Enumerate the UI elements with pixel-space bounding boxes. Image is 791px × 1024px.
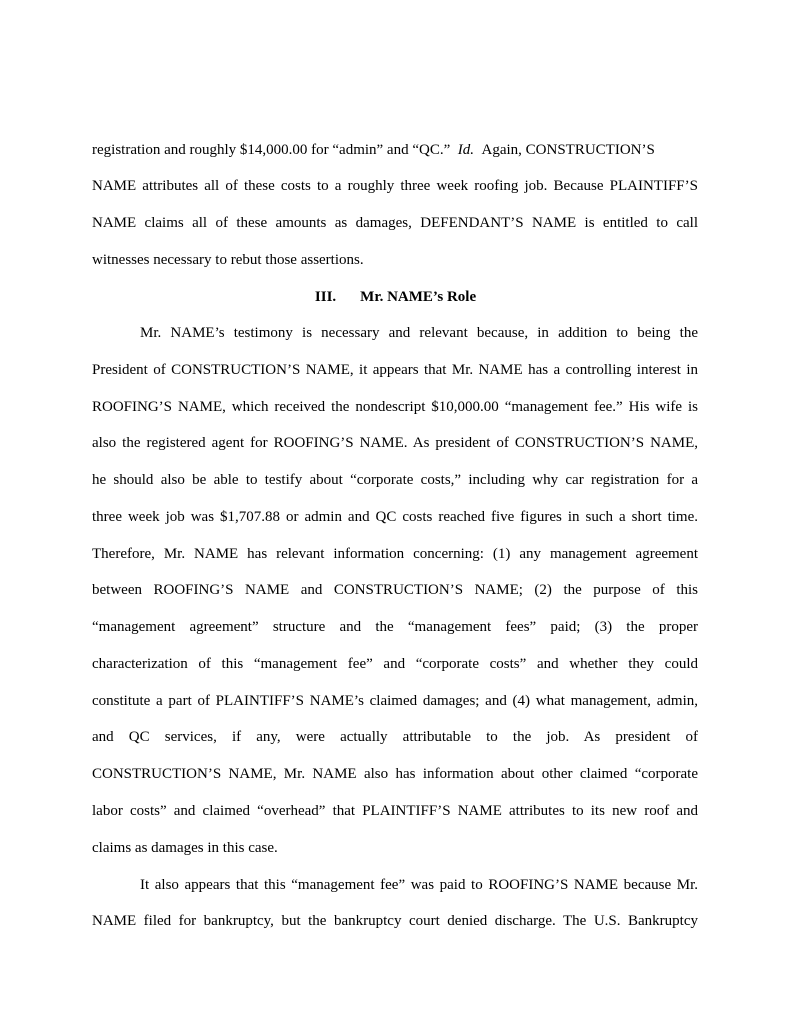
- section-number: III.: [314, 289, 337, 305]
- body-line: labor costs” and claimed “overhead” that PLAINTIFF’S NAME attributes to its new roof and: [92, 803, 698, 819]
- body-line: characterization of this “management fee” and “corporate costs” and whether they could: [92, 656, 698, 672]
- citation-id: Id.: [457, 142, 474, 158]
- body-line: ROOFING’S NAME, which received the nondescript $10,000.00 “management fee.” His wife is: [92, 399, 698, 415]
- body-line: he should also be able to testify about “corporate costs,” including why car registration for a: [92, 472, 698, 488]
- body-line: between ROOFING’S NAME and CONSTRUCTION’S NAME; (2) the purpose of this: [92, 582, 698, 598]
- body-line: [92, 141, 698, 159]
- body-line: constitute a part of PLAINTIFF’S NAME’s claimed damages; and (4) what management, admin,: [92, 693, 698, 709]
- section-heading: [0, 288, 791, 306]
- body-line: three week job was $1,707.88 or admin and QC costs reached five figures in such a short time.: [92, 509, 698, 525]
- section-title: Mr. NAME’s Role: [360, 289, 477, 305]
- body-line: It also appears that this “management fee” was paid to ROOFING’S NAME because Mr.: [140, 877, 698, 893]
- body-line: President of CONSTRUCTION’S NAME, it appears that Mr. NAME has a controlling interest in: [92, 362, 698, 378]
- body-text: Again, CONSTRUCTION’S: [481, 142, 655, 158]
- body-line: witnesses necessary to rebut those assertions.: [92, 252, 364, 268]
- body-line: NAME filed for bankruptcy, but the bankruptcy court denied discharge. The U.S. Bankruptcy: [92, 913, 698, 929]
- body-line: claims as damages in this case.: [92, 840, 278, 856]
- body-line: NAME attributes all of these costs to a roughly three week roofing job. Because PLAINTIFF’S: [92, 178, 698, 194]
- body-line: NAME claims all of these amounts as damages, DEFENDANT’S NAME is entitled to call: [92, 215, 698, 231]
- body-line: “management agreement” structure and the “management fees” paid; (3) the proper: [92, 619, 698, 635]
- body-text: registration and roughly $14,000.00 for “admin” and “QC.”: [92, 142, 451, 158]
- body-line: Mr. NAME’s testimony is necessary and relevant because, in addition to being the: [140, 325, 698, 341]
- body-line: also the registered agent for ROOFING’S NAME. As president of CONSTRUCTION’S NAME,: [92, 435, 698, 451]
- body-line: CONSTRUCTION’S NAME, Mr. NAME also has information about other claimed “corporate: [92, 766, 698, 782]
- body-line: and QC services, if any, were actually attributable to the job. As president of: [92, 729, 698, 745]
- body-line: Therefore, Mr. NAME has relevant information concerning: (1) any management agreement: [92, 546, 698, 562]
